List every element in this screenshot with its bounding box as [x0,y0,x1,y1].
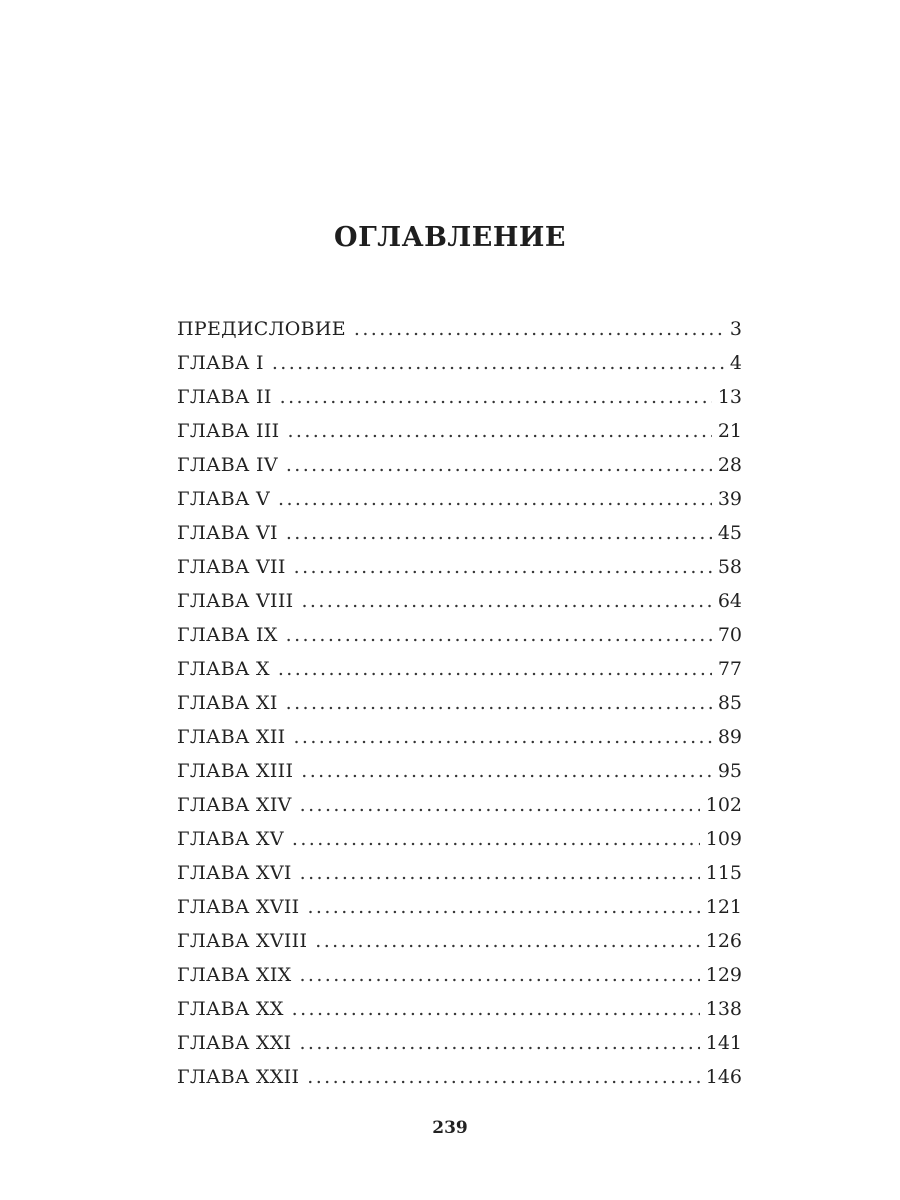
toc-entry-title: ГЛАВА II [177,386,272,408]
toc-entry[interactable] [177,856,742,890]
toc-entry[interactable] [177,550,742,584]
toc-entry-title: ГЛАВА XI [177,692,278,714]
toc-entry-title: ГЛАВА IX [177,624,278,646]
toc-entry[interactable] [177,516,742,550]
toc-entry-title: ГЛАВА XIII [177,760,294,782]
dot-leader [354,312,724,346]
toc-entry-title: ГЛАВА V [177,488,271,510]
toc-entry-page-number: 39 [717,488,742,510]
dot-leader [278,482,712,516]
dot-leader [287,414,711,448]
toc-entry-title: ГЛАВА VIII [177,590,294,612]
toc-entry-page-number: 89 [717,726,742,748]
dot-leader [292,822,700,856]
toc-entry-title: ГЛАВА XVIII [177,930,308,952]
dot-leader [301,754,712,788]
dot-leader [294,550,712,584]
toc-entry[interactable] [177,584,742,618]
dot-leader [293,720,711,754]
toc-entry-title: ГЛАВА XXI [177,1032,292,1054]
toc-entry-page-number: 45 [717,522,742,544]
toc-entry-title: ГЛАВА XVII [177,896,300,918]
dot-leader [286,618,712,652]
toc-entry-title: ГЛАВА XV [177,828,284,850]
toc-entry-page-number: 115 [705,862,742,884]
toc-entry-page-number: 141 [705,1032,742,1054]
toc-entry[interactable] [177,448,742,482]
dot-leader [301,584,711,618]
toc-entry-title: ГЛАВА I [177,352,264,374]
dot-leader [307,1060,699,1094]
toc-entry[interactable] [177,686,742,720]
table-of-contents [177,312,742,1094]
toc-entry-title: ПРЕДИСЛОВИЕ [177,318,346,340]
toc-entry[interactable] [177,958,742,992]
toc-entry-title: ГЛАВА XX [177,998,284,1020]
toc-entry-page-number: 4 [729,352,742,374]
toc-entry-page-number: 58 [717,556,742,578]
dot-leader [299,1026,699,1060]
toc-entry-page-number: 28 [717,454,742,476]
toc-entry-page-number: 126 [705,930,742,952]
toc-entry[interactable] [177,720,742,754]
toc-entry-title: ГЛАВА X [177,658,270,680]
dot-leader [286,448,712,482]
dot-leader [278,652,712,686]
dot-leader [292,992,700,1026]
dot-leader [286,516,712,550]
toc-entry[interactable] [177,414,742,448]
toc-entry-title: ГЛАВА VII [177,556,286,578]
toc-entry[interactable] [177,822,742,856]
toc-entry-page-number: 3 [729,318,742,340]
page-number: 239 [432,1118,468,1138]
dot-leader [315,924,699,958]
dot-leader [300,788,700,822]
toc-entry-title: ГЛАВА XII [177,726,286,748]
toc-entry-title: ГЛАВА VI [177,522,278,544]
toc-entry-page-number: 138 [705,998,742,1020]
toc-entry[interactable] [177,1026,742,1060]
toc-entry-page-number: 77 [717,658,742,680]
page-title: ОГЛАВЛЕНИЕ [334,222,566,253]
dot-leader [272,346,724,380]
toc-entry[interactable] [177,788,742,822]
toc-entry-title: ГЛАВА IV [177,454,278,476]
toc-entry-page-number: 70 [717,624,742,646]
dot-leader [299,958,699,992]
toc-entry[interactable] [177,890,742,924]
toc-entry[interactable] [177,924,742,958]
toc-entry-page-number: 95 [717,760,742,782]
toc-entry-title: ГЛАВА III [177,420,280,442]
toc-entry-page-number: 102 [705,794,742,816]
toc-entry[interactable] [177,1060,742,1094]
toc-entry[interactable] [177,754,742,788]
toc-entry[interactable] [177,380,742,414]
dot-leader [280,380,712,414]
dot-leader [286,686,712,720]
toc-entry[interactable] [177,618,742,652]
toc-entry[interactable] [177,312,742,346]
toc-entry-title: ГЛАВА XIX [177,964,292,986]
toc-entry[interactable] [177,652,742,686]
toc-entry-page-number: 85 [717,692,742,714]
toc-entry-page-number: 64 [717,590,742,612]
toc-entry[interactable] [177,992,742,1026]
toc-entry[interactable] [177,346,742,380]
toc-entry-page-number: 21 [717,420,742,442]
toc-entry-page-number: 109 [705,828,742,850]
toc-entry[interactable] [177,482,742,516]
dot-leader [307,890,699,924]
toc-entry-page-number: 13 [717,386,742,408]
toc-entry-title: ГЛАВА XVI [177,862,292,884]
toc-entry-page-number: 129 [705,964,742,986]
toc-entry-title: ГЛАВА XXII [177,1066,300,1088]
dot-leader [300,856,700,890]
toc-entry-page-number: 146 [705,1066,742,1088]
toc-entry-page-number: 121 [705,896,742,918]
toc-entry-title: ГЛАВА XIV [177,794,292,816]
